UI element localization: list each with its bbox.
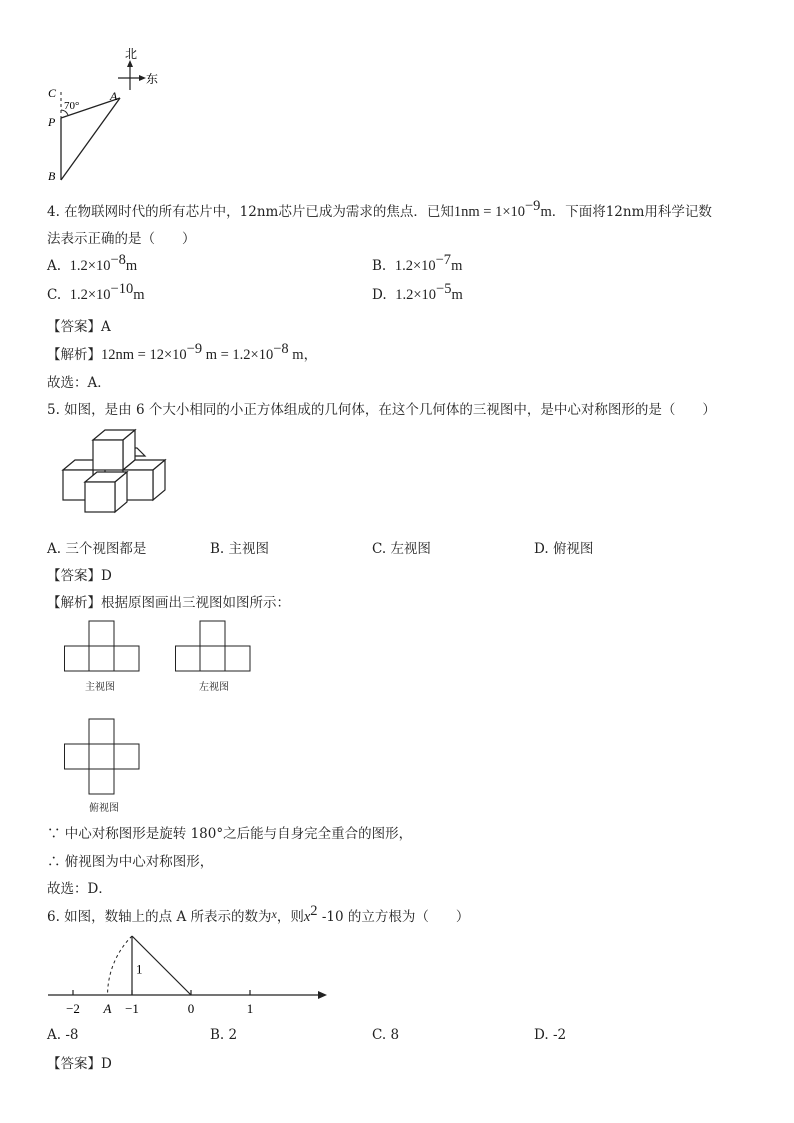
top-view-figure: [64, 718, 142, 796]
option-exp: −8: [110, 252, 126, 268]
analysis-part3: m: [288, 347, 304, 363]
q5-option-a: [47, 537, 146, 557]
axis-tick-label: 1: [246, 1001, 254, 1016]
option-exp: −5: [436, 281, 452, 297]
option-letter: A.: [47, 1027, 62, 1043]
q4-option-b: [372, 252, 463, 275]
q6-option-b: [210, 1027, 237, 1043]
q5-conclusion: 故选：D．: [47, 881, 112, 897]
option-mantissa: 1.2×10: [69, 287, 111, 303]
option-letter: D.: [372, 287, 387, 303]
q6-stem-pre: 6. 如图，数轴上的点 A 所表示的数为: [47, 909, 272, 925]
q4-stem-post: ．下面将12nm用科学记数: [551, 204, 712, 220]
analysis-part1: 12nm = 12×10: [101, 347, 187, 363]
option-mantissa: 1.2×10: [69, 258, 111, 274]
east-label: 东: [146, 72, 159, 86]
option-text: 俯视图: [552, 541, 594, 557]
option-text: 左视图: [390, 541, 431, 557]
point-c-label: C: [48, 86, 57, 100]
analysis-exp2: −8: [273, 341, 289, 357]
analysis-label: 【解析】: [47, 347, 101, 363]
option-text: 2: [228, 1027, 238, 1043]
q6-expr-rest: -10 的立方根为（ ）: [317, 909, 470, 925]
point-a-label: A: [110, 89, 118, 103]
option-text: 8: [390, 1027, 400, 1043]
option-exp: −10: [110, 281, 134, 297]
analysis-exp1: −9: [186, 341, 203, 357]
option-letter: C.: [372, 1027, 387, 1043]
option-letter: A.: [47, 541, 62, 557]
q4-option-a: [47, 252, 138, 275]
q4-option-d: [372, 281, 463, 304]
q5-option-c: [372, 537, 431, 557]
point-a-label: A: [103, 1001, 112, 1016]
q4-option-c: [47, 281, 145, 304]
compass-arc: [108, 936, 132, 995]
q4-known-unit: m: [540, 204, 552, 220]
q5-reason1: ∵ 中心对称图形是旋转 180°之后能与自身完全重合的图形，: [47, 826, 413, 842]
north-label: 北: [125, 47, 138, 61]
q5-answer: 【答案】D: [47, 568, 112, 584]
point-b-label: B: [48, 169, 56, 183]
q4-known-base: 1nm = 1×10: [453, 204, 525, 220]
q4-analysis: [47, 343, 317, 364]
option-exp: −7: [435, 252, 452, 268]
option-unit: m: [451, 258, 463, 274]
option-letter: D.: [534, 1027, 549, 1043]
q4-answer: 【答案】A: [47, 319, 111, 335]
q4-conclusion: 故选：A．: [47, 375, 111, 391]
option-text: -8: [65, 1027, 79, 1043]
q5-cube-figure: [55, 428, 175, 518]
q5-stem: 5. 如图，是由 6 个大小相同的小正方体组成的几何体，在这个几何体的三视图中，是中心对称图形的是（ ）: [47, 402, 716, 418]
option-letter: D.: [534, 541, 549, 557]
front-view-caption: 主视图: [85, 682, 115, 693]
point-p-label: P: [48, 115, 56, 129]
option-letter: B.: [372, 258, 387, 274]
axis-arrow: [318, 991, 327, 999]
option-letter: B.: [210, 1027, 225, 1043]
q6-stem-mid: ，则: [276, 909, 304, 925]
q5-option-b: [210, 537, 269, 557]
axis-tick-label: −2: [66, 1001, 80, 1016]
q6-option-d: [534, 1027, 566, 1043]
q4-stem-line1: [47, 200, 712, 221]
q6-expr-base: x: [303, 909, 311, 925]
option-letter: C.: [372, 541, 387, 557]
axis-tick-label: 0: [187, 1001, 195, 1016]
option-text: -2: [552, 1027, 567, 1043]
q5-reason2: ∴ 俯视图为中心对称图形，: [47, 854, 214, 870]
q6-answer: 【答案】D: [47, 1056, 112, 1072]
option-text: 三个视图都是: [65, 541, 147, 557]
q6-stem: [47, 905, 469, 926]
q4-stem-pre: 4. 在物联网时代的所有芯片中，12nm芯片已成为需求的焦点．已知: [47, 204, 454, 220]
option-letter: A.: [47, 258, 62, 274]
q6-option-c: [372, 1027, 399, 1043]
option-unit: m: [451, 287, 463, 303]
option-text: 主视图: [228, 541, 270, 557]
q5-option-d: [534, 537, 593, 557]
q6-expr-exp: 2: [310, 903, 318, 919]
option-unit: m: [133, 287, 145, 303]
q5-analysis: 【解析】根据原图画出三视图如图所示：: [47, 595, 290, 611]
axis-tick-label: −1: [125, 1001, 139, 1016]
q6-var-x: x: [271, 907, 277, 921]
angle-label: 70°: [64, 100, 80, 112]
option-mantissa: 1.2×10: [395, 287, 437, 303]
q6-option-a: [47, 1027, 79, 1043]
q4-stem-line2: 法表示正确的是（ ）: [47, 231, 196, 247]
analysis-part2: m = 1.2×10: [202, 347, 274, 363]
left-view-figure: [175, 620, 253, 674]
compass-triangle-figure: [40, 40, 180, 190]
compass-cross: [118, 60, 146, 90]
front-view-figure: [64, 620, 142, 674]
option-letter: B.: [210, 541, 225, 557]
number-line-figure: [44, 925, 334, 1020]
q4-known-exp: −9: [525, 198, 541, 214]
option-letter: C.: [47, 287, 62, 303]
segment-length-label: 1: [136, 961, 143, 977]
left-view-caption: 左视图: [199, 682, 229, 693]
option-mantissa: 1.2×10: [394, 258, 436, 274]
option-unit: m: [125, 258, 138, 274]
analysis-end: ，: [303, 347, 318, 363]
top-view-caption: 俯视图: [89, 803, 119, 814]
